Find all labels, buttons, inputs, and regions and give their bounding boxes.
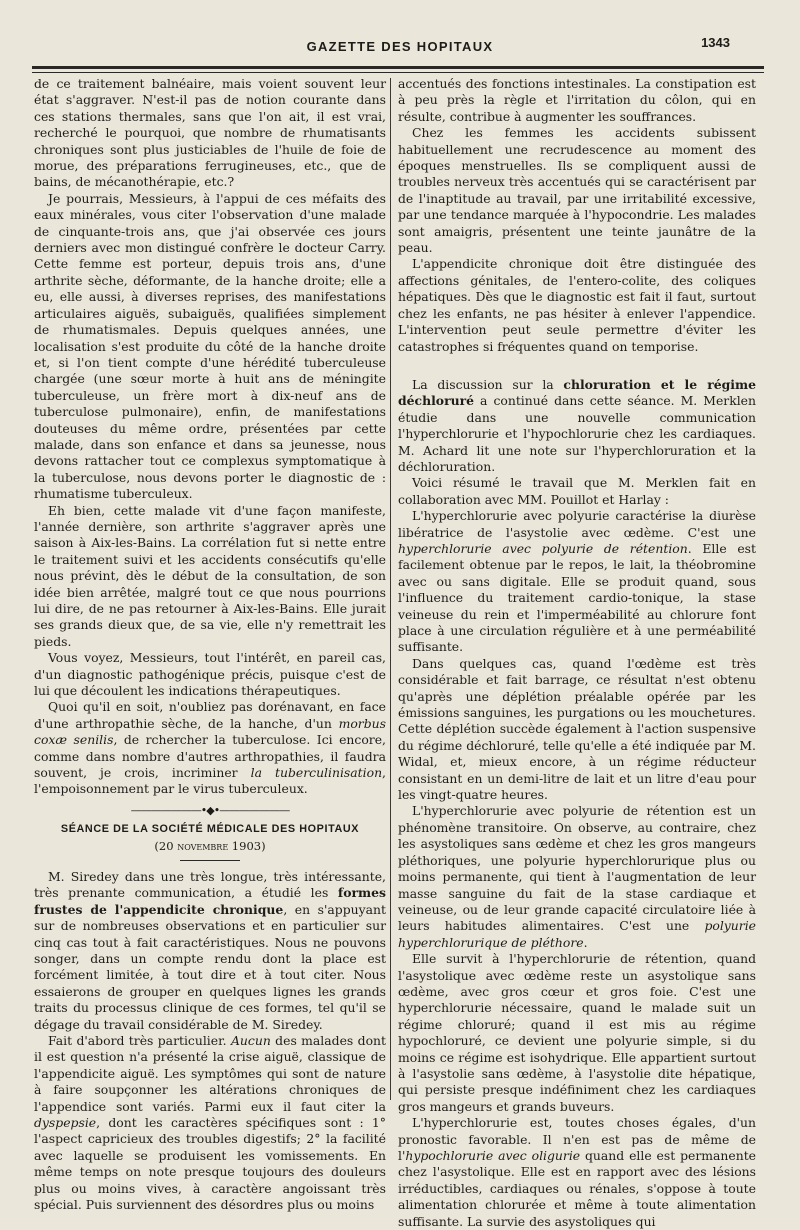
bold-term: formes frustes de l'appendicite chronique [34,885,386,917]
paragraph [398,508,756,656]
italic-term: la tuberculinisation [250,765,383,781]
page-number: 1343 [701,35,730,50]
italic-term: hyperchlorurie avec polyurie de rétention [398,540,688,556]
italic-term: morbus coxæ senilis [34,715,386,748]
date-close: 1903) [228,838,266,853]
text-run: , de rchercher la tuberculose. Ici encore, comme dans nombre d'autres arthropathies, il faudra souvent, je crois, incriminer [34,732,386,781]
date-month: novembre [177,839,229,853]
text-run: des malades dont il est question n'a présenté la crise aiguë, classique de l'appendicite aiguë. Les symptômes qui sont de nature à faire soupçonner les altérations chroniques de l'appendice sont variés. Parmi eux il faut citer la [34,1032,386,1114]
text-run: , l'empoisonnement par le virus tuberculeux. [34,765,386,797]
page-header [0,30,800,64]
right-column [398,76,756,1230]
paragraph: de ce traitement balnéaire, mais voient souvent leur état s'aggraver. N'est-il pas de notion courante dans ces stations thermales, sans que l'on ait, il est vrai, recherché le pourquoi, que nombre de rhumatisants chroniques sont plus justiciables de l'huile de foie de morue, des préparations ferrugineuses, etc., que de bains, de mécanothérapie, etc.? [34,76,386,190]
text-run: Quoi qu'il en soit, n'oubliez pas dorénavant, en face d'une arthropathie sèche, de la hanche, d'un [34,699,386,731]
paragraph [398,377,756,475]
paragraph: Dans quelques cas, quand l'œdème est très considérable et fait barrage, ce résultat n'est obtenu qu'après une déplétion préalable opérée par les émissions sanguines, les purgations ou les mouchetures. Cette déplétion succède également à l'action suspensive du régime déchloruré, telle qu'elle a été indiquée par M. Widal, et, mieux encore, à un régime réducteur consistant en un demi-litre de lait et un litre d'eau pour les vingt-quatre heures. [398,655,756,803]
text-run: , dont les caractères spécifiques sont : 1° l'aspect capricieux des troubles digestifs; 2° la facilité avec laquelle se produisent les vomissements. En même temps on note presque toujours des douleurs plus ou moins vives, à caractère angoissant très spécial. Puis surviennent des désordres plus ou moins [34,1114,386,1212]
italic-term: polyurie hyperchlorurique de pléthore [398,918,756,950]
paragraph [34,869,386,1033]
paragraph: Chez les femmes les accidents subissent habituellement une recrudescence au moment des époques menstruelles. Ils se compliquent aussi de troubles nerveux très accentués qui se caractérisent par de l'inaptitude au travail, par une irritabilité excessive, par une tendance marquée à l'hypocondrie. Les malades sont amaigris, présentent une teinte jaunâtre de la peau. [398,125,756,256]
text-run: L'hyperchlorurie avec polyurie de rétention est un phénomène transitoire. On observe, au contraire, chez les asystoliques sans œdème et chez les gros mangeurs pléthoriques, une polyurie hyperchlorurique plus ou moins permanente, qui tient à l'augmentation de leur masse sanguine du fait de la stase cardiaque et veineuse, ou de leur grande capacité circulatoire liée à leurs habitudes alimentaires. C'est une [398,803,756,934]
text-run: quand elle est permanente chez l'asystolique. Elle est en rapport avec des lésions irréductibles, cardiaques ou rénales, s'oppose à toute alimentation chlorurée et même à toute alimentation suffisante. La survie des asystoliques qui [398,1148,756,1229]
paragraph [34,1033,386,1213]
paragraph: Elle survit à l'hyperchlorurie de rétention, quand l'asystolique avec œdème reste un asystolique sans œdème, avec gros cœur et gros foie. C'est une hyperchlorurie nécessaire, quand le malade suit un régime chloruré; quand il est mis au régime hypochloruré, ce devient une polyurie simple, si du moins ce régime est isohydrique. Elle appartient surtout à l'asystolie sans œdème, à l'asystolie dite hépatique, qui persiste presque indéfiniment chez les cardiaques gros mangeurs et grands buveurs. [398,951,756,1114]
text-run: , en s'appuyant sur de nombreuses observations et en particulier sur cinq cas tout à fait caractéristiques. Nous ne pouvons songer, dans un compte rendu dont la place est forcément limitée, à tout dire et à tout citer. Nous essaierons de grouper en quelques lignes les grands traits du processus clinique de ces formes, tel qu'il se dégage du travail considérable de M. Siredey. [34,901,386,1032]
paragraph [398,803,756,951]
header-rule-thick [32,66,764,69]
left-column [34,76,386,1213]
paragraph: accentués des fonctions intestinales. La constipation est à peu près la règle et l'irritation du côlon, qui en résulte, contribue à augmenter les souffrances. [398,76,756,124]
italic-term: hypochlorurie avec oligurie [405,1148,581,1163]
text-run: Fait d'abord très particulier. [48,1032,231,1048]
text-run: L'hyperchlorurie avec polyurie caractérise la diurèse libératrice de l'asystolie avec œdème. C'est une [398,508,756,540]
italic-term: dyspepsie [34,1114,97,1130]
section-ornament: ———————•◆•——————— [130,803,290,817]
date-open: (20 [154,838,178,853]
column-divider [390,78,391,1100]
text-run: . Elle est facilement obtenue par le repos, le lait, la théobromine avec ou sans digitale. Elle se produit quand, sous l'influence du traitement cardio-tonique, la stase veineuse du rein et l'imperméabilité au chlorure font place à une circulation régulière et à une perméabilité suffisante. [398,540,756,655]
paragraph: Eh bien, cette malade vit d'une façon manifeste, l'année dernière, son arthrite s'aggraver après une saison à Aix-les-Bains. La corrélation fut si nette entre le traitement suivi et les accidents consécutifs qu'elle nous prévint, dès le début de la consultation, de son idée bien arrêtée, malgré tout ce que nous pourrions lui dire, de ne pas retourner à Aix-les-Bains. Elle jurait ses grands dieux que, de sa vie, elle n'y remettrait les pieds. [34,502,386,649]
running-title: GAZETTE DES HOPITAUX [306,39,494,54]
paragraph [34,699,386,797]
paragraph: Je pourrais, Messieurs, à l'appui de ces méfaits des eaux minérales, vous citer l'observation d'une malade de cinquante-trois ans, que j'ai observée ces jours derniers avec mon distingué confrère le docteur Carry. Cette femme est porteur, depuis trois ans, d'une arthrite sèche, déformante, de la hanche droite; elle a eu, elle aussi, à diverses reprises, des manifestations articulaires aiguës, subaiguës, qualifiées simplement de rhumatismales. Depuis quelques années, une localisation s'est produite du côté de la hanche droite et, si l'on tient compte d'une hérédité tuberculeuse chargée (une sœur morte à huit ans de méningite tuberculeuse, un frère mort à dix-neuf ans de tuberculose pulmonaire), enfin, de manifestations douteuses du même ordre, présentées par cette malade, dans son enfance et dans sa jeunesse, nous devons rattacher tout ce complexus symptomatique à la tuberculose, nous devons porter le diagnostic de : rhumatisme tuberculeux. [34,190,386,502]
italic-term: Aucun [230,1032,271,1048]
bold-term: chloruration et le régime déchloruré [398,376,756,409]
text-run: a continué dans cette séance. M. Merklen étudie dans une nouvelle communication l'hyperchlorurie et l'hypochlorurie chez les cardiaques. M. Achard lit une note sur l'hyperchloruration et la déchloruration. [398,393,756,474]
paragraph: Vous voyez, Messieurs, tout l'intérêt, en pareil cas, d'un diagnostic pathogénique précis, puisque c'est de lui que découlent les indications thérapeutiques. [34,650,386,699]
paragraph [398,1115,756,1230]
text-run: La discussion sur la [412,376,564,392]
header-rule-thin [32,72,764,73]
text-run: L'hyperchlorurie est, toutes choses égales, d'un pronostic favorable. Il n'en est pas de même de l' [398,1115,756,1163]
text-run: M. Siredey dans une très longue, très intéressante, très prenante communication, a étudié les [34,868,386,901]
text-run: . [583,934,588,950]
section-heading: SÉANCE DE LA SOCIÉTÉ MÉDICALE DES HOPITAUX [60,822,360,835]
paragraph: L'appendicite chronique doit être distinguée des affections génitales, de l'entero-colite, des coliques hépatiques. Dès que le diagnostic est fait il faut, surtout chez les enfants, ne pas hésiter à enlever l'appendice. L'intervention peut seule permettre d'éviter les catastrophes si fréquentes quand on temporise. [398,256,756,354]
section-date [34,839,386,854]
section-date-rule [180,860,240,861]
paragraph: Voici résumé le travail que M. Merklen fait en collaboration avec MM. Pouillot et Harlay : [398,475,756,507]
